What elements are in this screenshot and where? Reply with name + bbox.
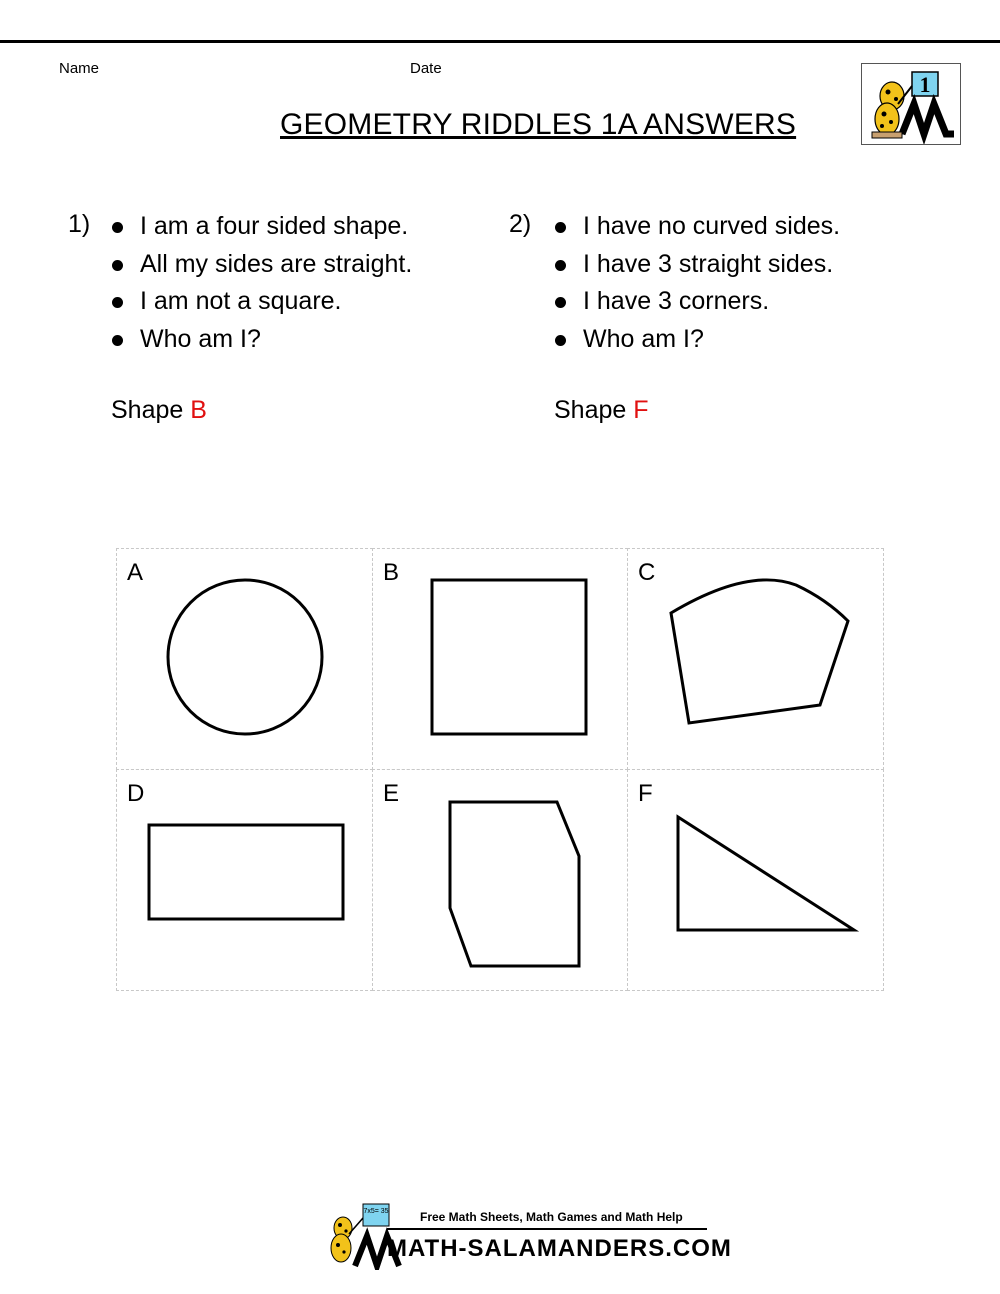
shape-label: B xyxy=(383,559,400,586)
riddle-1-clues xyxy=(110,208,412,358)
name-label: Name xyxy=(59,60,100,77)
math-salamanders-logo xyxy=(861,63,961,145)
footer-logo-text: 7x5= 35 xyxy=(363,1208,389,1215)
page-title: GEOMETRY RIDDLES 1A ANSWERS xyxy=(280,108,797,141)
clue: Who am I? xyxy=(553,321,840,359)
shape-label: A xyxy=(127,559,144,586)
shape-label: E xyxy=(383,780,400,807)
shape-label: C xyxy=(638,559,656,586)
answer-prefix: Shape xyxy=(111,396,184,424)
footer-site-name: MATH-SALAMANDERS.COM xyxy=(387,1235,732,1262)
date-label: Date xyxy=(410,60,442,77)
riddle-1-number: 1) xyxy=(68,210,91,238)
riddle-2-answer xyxy=(554,396,649,425)
shape-cell-d xyxy=(116,769,373,991)
clue: I am a four sided shape. xyxy=(110,208,412,246)
clue: I have 3 corners. xyxy=(553,283,840,321)
shape-label: D xyxy=(127,780,145,807)
clue: All my sides are straight. xyxy=(110,246,412,284)
curved-quadrilateral-shape xyxy=(628,549,885,771)
answer-letter: B xyxy=(190,396,207,424)
shape-cell-b xyxy=(372,548,628,770)
logo-level-text: 1 xyxy=(919,72,931,97)
answer-letter: F xyxy=(633,396,649,424)
footer-logo xyxy=(325,1200,732,1270)
shape-label: F xyxy=(638,780,653,807)
right-triangle-shape xyxy=(628,770,885,992)
footer-divider xyxy=(387,1228,707,1230)
answer-prefix: Shape xyxy=(554,396,627,424)
shape-cell-e xyxy=(372,769,628,991)
square-shape xyxy=(373,549,629,771)
clue: I have no curved sides. xyxy=(553,208,840,246)
riddle-2-number: 2) xyxy=(509,210,532,238)
shape-cell-a xyxy=(116,548,373,770)
clue: Who am I? xyxy=(110,321,412,359)
riddle-1-answer xyxy=(111,396,207,425)
clue: I am not a square. xyxy=(110,283,412,321)
riddle-2-clues xyxy=(553,208,840,358)
footer-tagline: Free Math Sheets, Math Games and Math Help xyxy=(420,1210,683,1224)
shape-cell-c xyxy=(627,548,884,770)
hexagon-shape xyxy=(373,770,629,992)
circle-shape xyxy=(117,549,374,771)
top-rule xyxy=(0,40,1000,43)
salamander-logo-icon xyxy=(862,64,960,144)
shape-cell-f xyxy=(627,769,884,991)
clue: I have 3 straight sides. xyxy=(553,246,840,284)
rectangle-shape xyxy=(117,770,374,992)
shapes-grid xyxy=(116,548,884,991)
